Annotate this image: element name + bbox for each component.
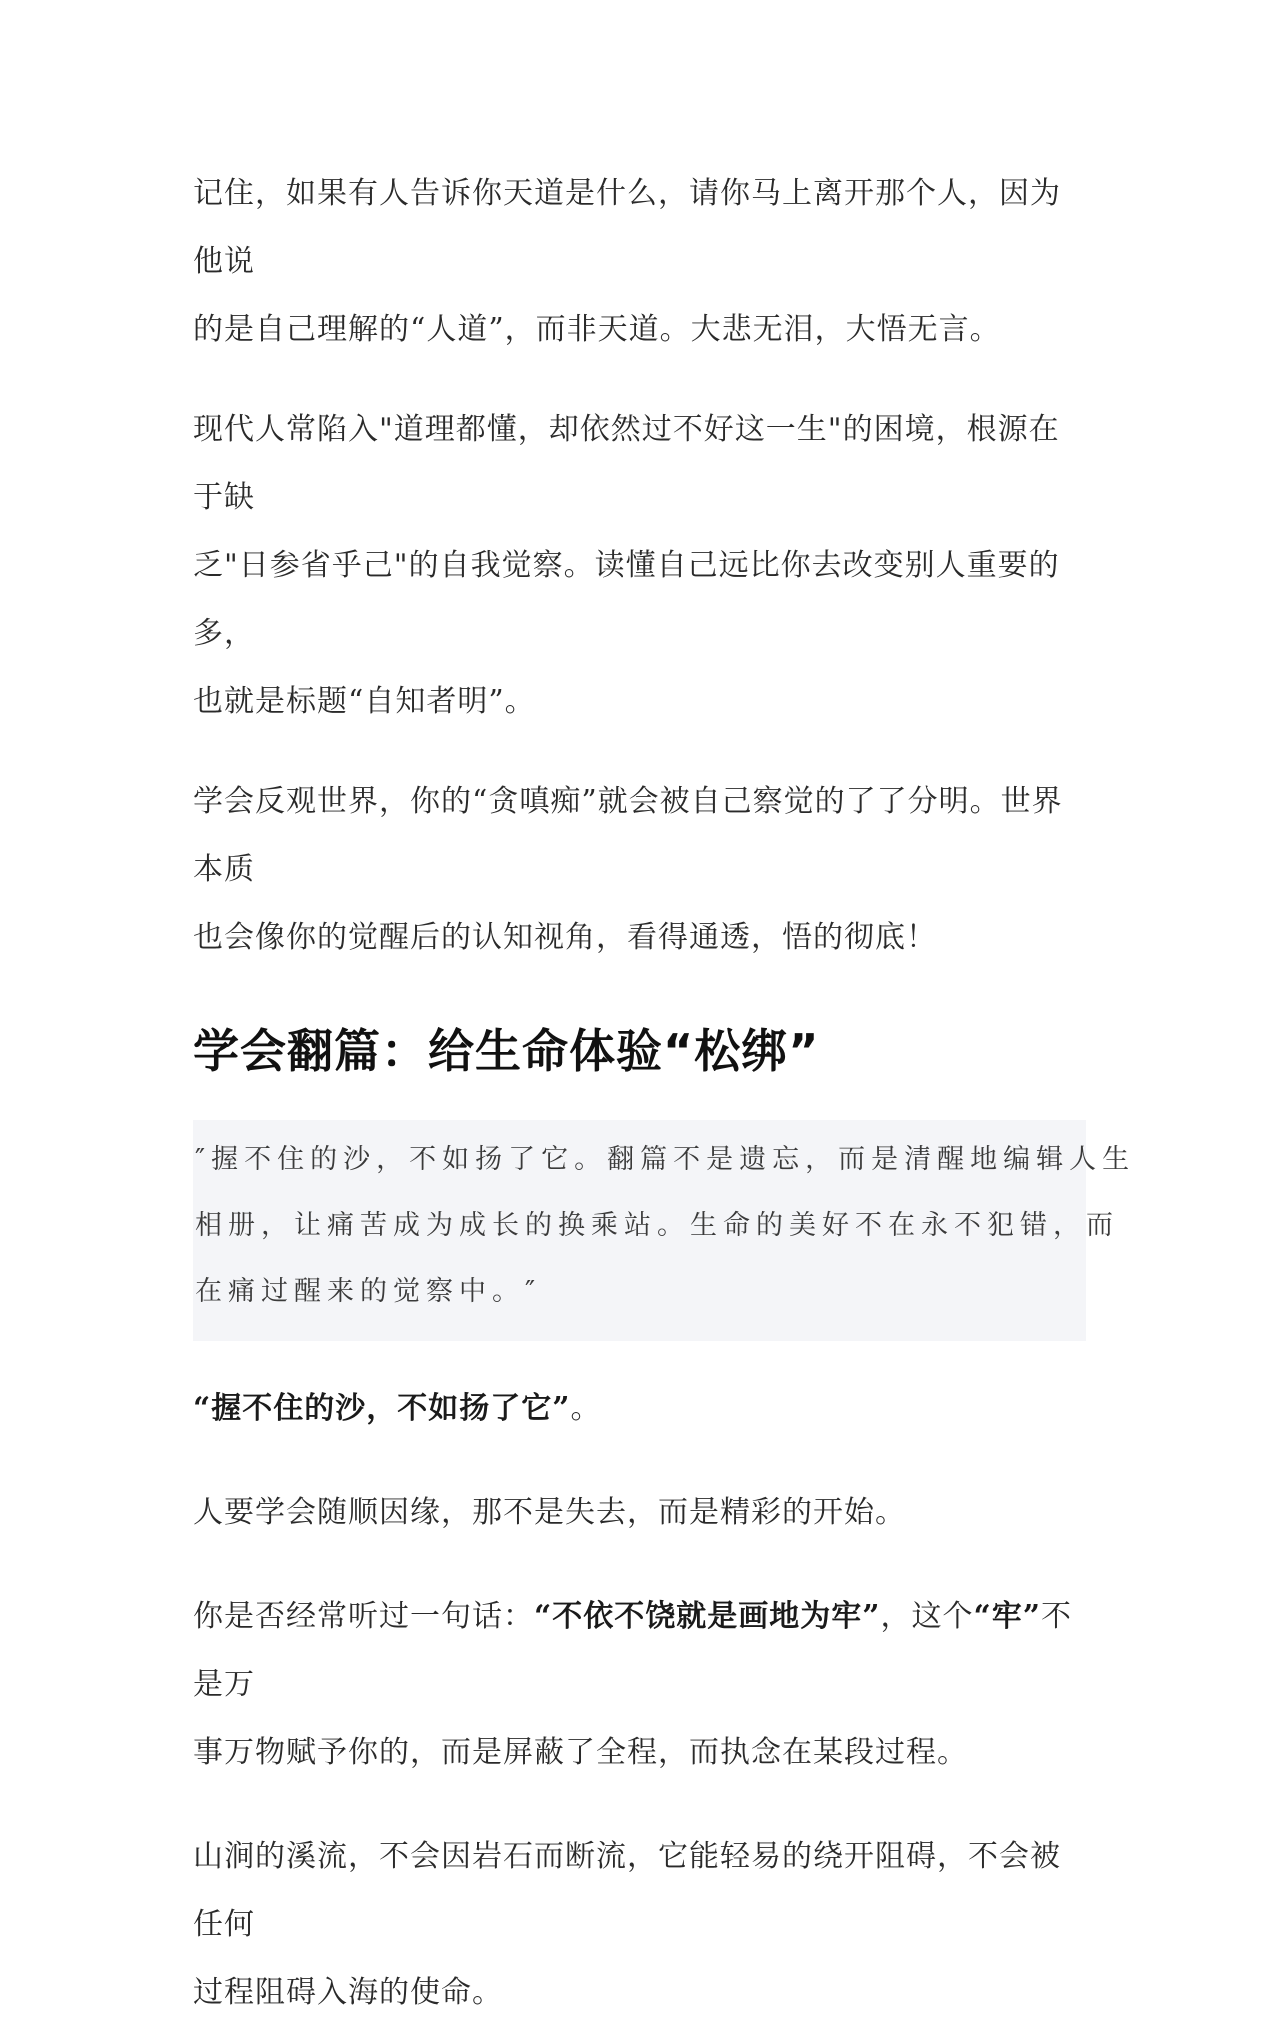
paragraph-line: 现代人常陷入"道理都懂，却依然过不好这一生"的困境，根源在于缺	[193, 412, 1060, 515]
text-span: ，这个	[880, 1599, 974, 1634]
quote-line: 在痛过醒来的觉察中。″	[195, 1276, 542, 1307]
article-body	[193, 160, 1136, 2027]
paragraph-line: 记住，如果有人告诉你天道是什么，请你马上离开那个人，因为他说	[193, 176, 1061, 279]
paragraph-line: 乏"日参省乎己"的自我觉察。读懂自己远比你去改变别人重要的多，	[193, 548, 1060, 651]
quote-line: 相册，让痛苦成为成长的换乘站。生命的美好不在永不犯错，而	[195, 1210, 1119, 1241]
paragraph-gap	[193, 364, 1086, 396]
bold-phrase: “不依不饶就是画地为牢”	[534, 1599, 881, 1634]
paragraph-line: 事万物赋予你的，而是屏蔽了全程，而执念在某段过程。	[193, 1735, 968, 1770]
paragraph-gap	[193, 1547, 1086, 1583]
quote-line: ″握不住的沙，不如扬了它。翻篇不是遗忘，而是清醒地编辑人生	[195, 1144, 1136, 1175]
bold-phrase: “牢”	[973, 1599, 1042, 1634]
paragraph-line: 学会反观世界，你的“贪嗔痴”就会被自己察觉的了了分明。世界本质	[193, 784, 1063, 887]
section-gap	[193, 1086, 1086, 1120]
paragraph-line: 也会像你的觉醒后的认知视角，看得通透，悟的彻底！	[193, 920, 937, 955]
paragraph-line: 也就是标题“自知者明”。	[193, 684, 536, 719]
paragraph-line: 山涧的溪流，不会因岩石而断流，它能轻易的绕开阻碍，不会被任何	[193, 1839, 1061, 1942]
paragraph-gap	[193, 1443, 1086, 1479]
paragraph-gap	[193, 736, 1086, 768]
text-span: 你是否经常听过一句话：	[193, 1599, 534, 1634]
paragraph-line: 的是自己理解的“人道”，而非天道。大悲无泪，大悟无言。	[193, 312, 1001, 347]
text-span: 。	[570, 1391, 602, 1426]
paragraph-line	[193, 1583, 1086, 1719]
paragraph-gap	[193, 1787, 1086, 1823]
paragraph-line: 人要学会随顺因缘，那不是失去，而是精彩的开始。	[193, 1495, 906, 1530]
section-gap	[193, 972, 1086, 1016]
bold-quote: “握不住的沙，不如扬了它”	[193, 1391, 571, 1426]
blockquote	[193, 1120, 1136, 1341]
paragraph-line	[193, 1375, 1086, 1443]
text-span: 不是万	[193, 1599, 1073, 1702]
paragraph-line: 过程阻碍入海的使命。	[193, 1975, 503, 2010]
section-heading: 学会翻篇：给生命体验“松绑”	[193, 1024, 820, 1078]
paragraph-gap	[193, 1341, 1086, 1375]
